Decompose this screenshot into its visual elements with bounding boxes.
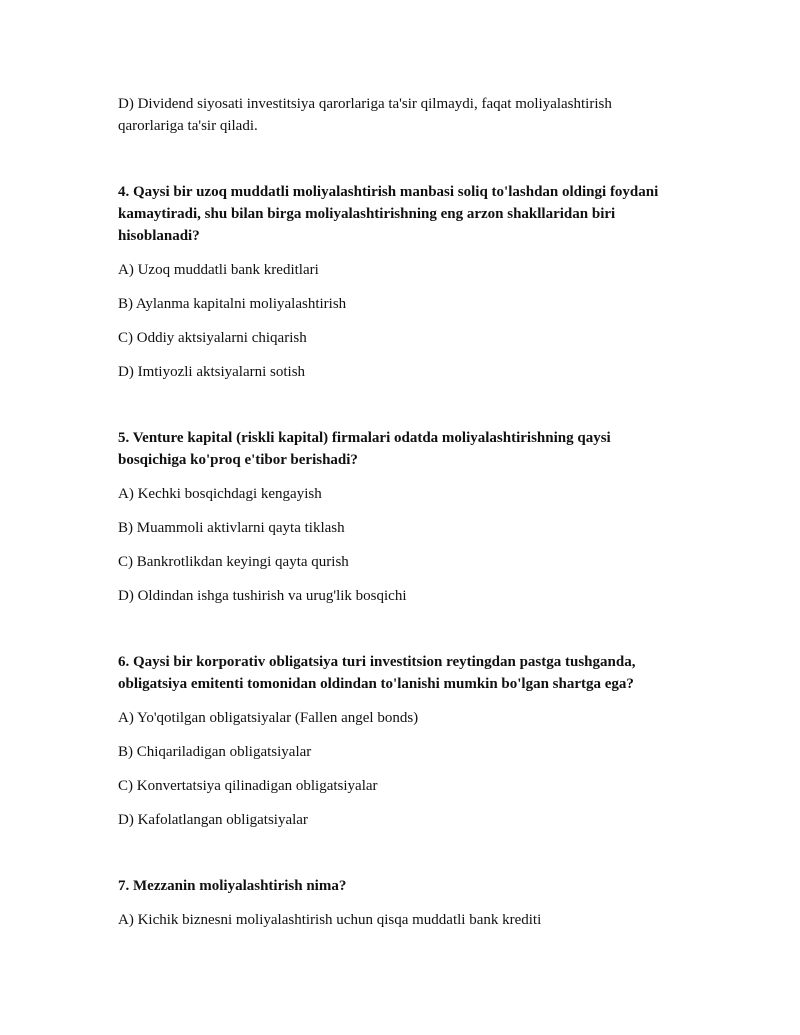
previous-question-option-d: D) Dividend siyosati investitsiya qarorlariga ta'sir qilmaydi, faqat moliyalashtirish qarorlariga ta'sir qiladi.: [118, 96, 612, 134]
question-7: [118, 875, 678, 931]
document-page: [118, 93, 678, 931]
question-6-option-d: D) Kafolatlangan obligatsiyalar: [118, 812, 308, 828]
question-5-option-b: B) Muammoli aktivlarni qayta tiklash: [118, 520, 345, 536]
question-4-text: 4. Qaysi bir uzoq muddatli moliyalashtirish manbasi soliq to'lashdan oldingi foydani kamaytiradi, shu bilan birga moliyalashtirishning eng arzon shakllaridan biri hisoblanadi?: [118, 184, 659, 244]
question-4-option-b: B) Aylanma kapitalni moliyalashtirish: [118, 296, 347, 312]
question-7-text: 7. Mezzanin moliyalashtirish nima?: [118, 878, 347, 894]
question-6: [118, 651, 678, 831]
question-5-text: 5. Venture kapital (riskli kapital) firmalari odatda moliyalashtirishning qaysi bosqichiga ko'proq e'tibor berishadi?: [118, 430, 611, 468]
question-5-option-c: C) Bankrotlikdan keyingi qayta qurish: [118, 554, 349, 570]
question-6-option-a: A) Yo'qotilgan obligatsiyalar (Fallen angel bonds): [118, 710, 419, 726]
question-6-option-b: B) Chiqariladigan obligatsiyalar: [118, 744, 312, 760]
question-4: [118, 181, 678, 383]
question-4-option-d: D) Imtiyozli aktsiyalarni sotish: [118, 364, 306, 380]
question-6-option-c: C) Konvertatsiya qilinadigan obligatsiyalar: [118, 778, 378, 794]
question-4-option-a: A) Uzoq muddatli bank kreditlari: [118, 262, 319, 278]
question-6-text: 6. Qaysi bir korporativ obligatsiya turi investitsion reytingdan pastga tushganda, obligatsiya emitenti tomonidan oldindan to'lanishi mumkin bo'lgan shartga ega?: [118, 654, 636, 692]
question-5-option-d: D) Oldindan ishga tushirish va urug'lik bosqichi: [118, 588, 407, 604]
question-4-option-c: C) Oddiy aktsiyalarni chiqarish: [118, 330, 307, 346]
question-5: [118, 427, 678, 607]
question-7-option-a: A) Kichik biznesni moliyalashtirish uchun qisqa muddatli bank krediti: [118, 912, 542, 928]
question-5-option-a: A) Kechki bosqichdagi kengayish: [118, 486, 322, 502]
